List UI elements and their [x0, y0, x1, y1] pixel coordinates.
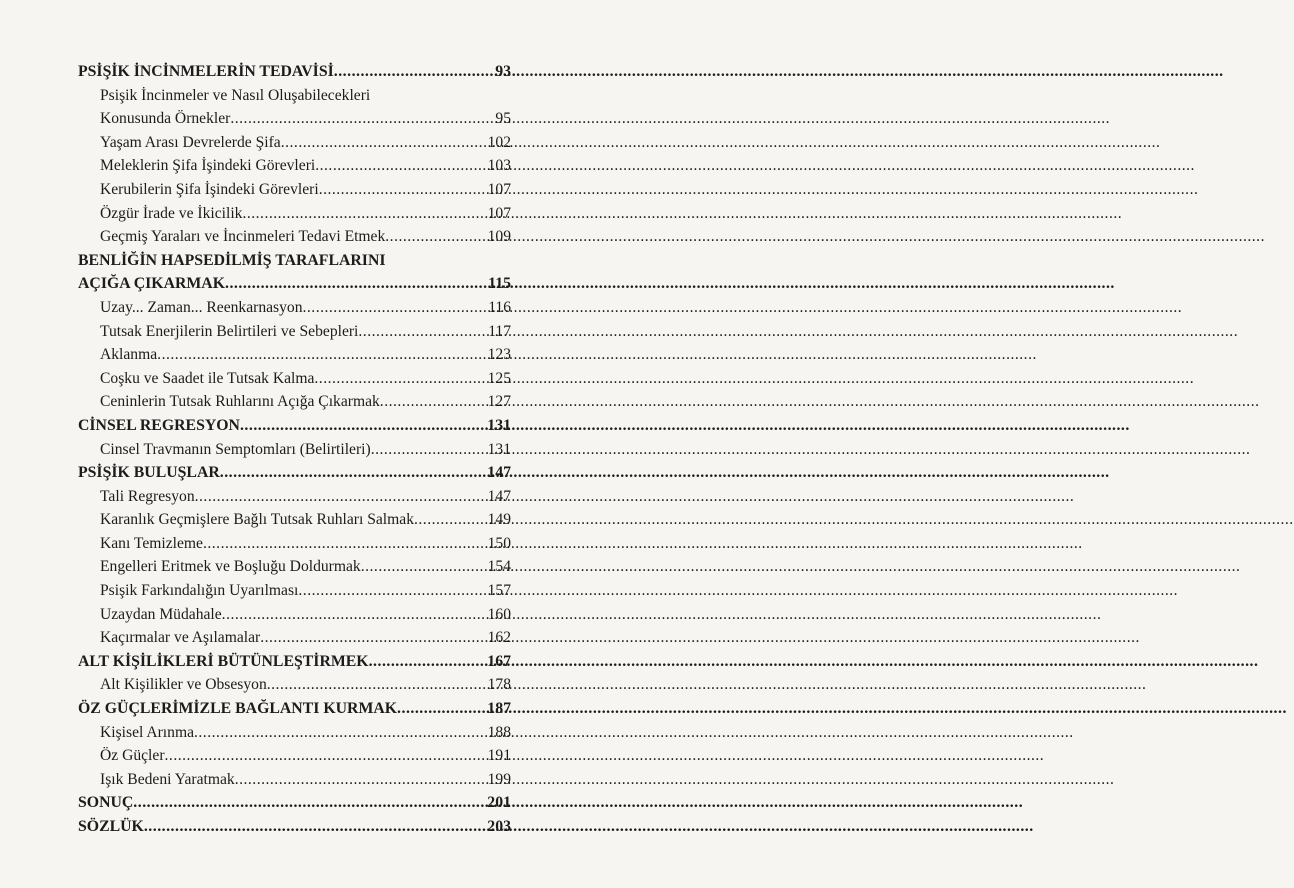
dot-leader: [195, 485, 488, 509]
toc-entry-title: Karanlık Geçmişlere Bağlı Tutsak Ruhları Salmak: [100, 511, 414, 529]
toc-chapter-entry: [78, 60, 511, 84]
toc-entry-title: Aklanma: [100, 346, 158, 364]
toc-entry-title: PSİŞİK BULUŞLAR: [78, 464, 220, 482]
toc-section-entry: [78, 626, 511, 650]
toc-entry-title: Coşku ve Saadet ile Tutsak Kalma: [100, 369, 315, 387]
toc-entry-title: Tutsak Enerjilerin Belirtileri ve Sebepleri: [100, 322, 359, 340]
toc-page-number: 160: [487, 605, 511, 623]
toc-page-number: 127: [487, 393, 511, 411]
dot-leader: [133, 791, 487, 815]
dot-leader: [361, 555, 488, 579]
toc-page-number: 95: [495, 110, 511, 128]
toc-entry-title: Kaçırmalar ve Aşılamalar: [100, 629, 261, 647]
toc-entry-title: Öz Güçler: [100, 747, 165, 765]
toc-page-number: 131: [487, 440, 511, 458]
dot-leader: [380, 390, 488, 414]
toc-chapter-entry: [78, 650, 511, 674]
toc-chapter-entry: [78, 791, 511, 815]
toc-page-number: 116: [488, 298, 511, 316]
dot-leader: [385, 225, 487, 249]
dot-leader: [235, 768, 488, 792]
toc-page-number: 107: [487, 204, 511, 222]
toc-chapter-entry: [78, 697, 511, 721]
toc-page-number: 107: [487, 180, 511, 198]
toc-entry-title: Kişisel Arınma: [100, 723, 194, 741]
toc-page-number: 115: [488, 275, 511, 293]
toc-page-number: 187: [487, 700, 511, 718]
toc-page-number: 117: [488, 322, 511, 340]
toc-page-number: 167: [487, 652, 511, 670]
toc-section-entry: [78, 320, 511, 344]
toc-entry-title: Meleklerin Şifa İşindeki Görevleri: [100, 157, 316, 175]
toc-section-entry: [78, 154, 511, 178]
toc-page-number: 162: [487, 629, 511, 647]
toc-entry-title: Kerubilerin Şifa İşindeki Görevleri: [100, 180, 319, 198]
dot-leader: [220, 461, 488, 485]
dot-leader: [414, 508, 488, 532]
dot-leader: [240, 414, 487, 438]
toc-page-number: 125: [487, 369, 511, 387]
toc-page-number: 154: [487, 558, 511, 576]
toc-section-entry: [78, 532, 511, 556]
toc-section-entry: [78, 508, 511, 532]
toc-entry-title: Geçmiş Yaraları ve İncinmeleri Tedavi Etmek: [100, 228, 386, 246]
toc-entry-title: Engelleri Eritmek ve Boşluğu Doldurmak: [100, 558, 361, 576]
toc-section-entry: [78, 343, 511, 367]
toc-chapter-entry: [78, 461, 511, 485]
toc-section-entry: [78, 744, 511, 768]
dot-leader: [298, 579, 487, 603]
dot-leader: [225, 272, 488, 296]
toc-chapter-entry: [78, 414, 511, 438]
toc-entry-title: Tali Regresyon: [100, 487, 195, 505]
toc-section-entry: [78, 367, 511, 391]
toc-page-number: 201: [487, 794, 511, 812]
toc-chapter-entry: [78, 815, 511, 839]
toc-entry-title: Yaşam Arası Devrelerde Şifa: [100, 133, 281, 151]
dot-leader: [203, 532, 488, 556]
toc-page-number: 109: [487, 228, 511, 246]
dot-leader: [303, 296, 489, 320]
toc-entry-title: Konusunda Örnekler: [100, 110, 231, 128]
toc-chapter-entry: [78, 249, 511, 273]
toc-section-entry: [78, 579, 511, 603]
toc-entry-title: SONUÇ: [78, 794, 134, 812]
toc-entry-title: Cinsel Travmanın Semptomları (Belirtileri): [100, 440, 371, 458]
toc-page-number: 123: [487, 346, 511, 364]
toc-section-entry: [78, 178, 511, 202]
toc-page-number: 178: [487, 676, 511, 694]
toc-entry-title: Psişik Farkındalığın Uyarılması: [100, 582, 299, 600]
toc-section-entry: [78, 485, 511, 509]
toc-page-number: 149: [487, 511, 511, 529]
toc-entry-title: Özgür İrade ve İkicilik: [100, 204, 243, 222]
toc-page-number: 199: [487, 770, 511, 788]
dot-leader: [260, 626, 487, 650]
toc-entry-title: Alt Kişilikler ve Obsesyon: [100, 676, 267, 694]
dot-leader: [334, 60, 495, 84]
table-of-contents: [78, 60, 511, 839]
toc-page-number: 150: [487, 534, 511, 552]
dot-leader: [222, 603, 488, 627]
toc-page-number: 93: [495, 63, 511, 80]
toc-section-entry: [78, 555, 511, 579]
toc-section-entry: [78, 603, 511, 627]
toc-section-entry: [78, 225, 511, 249]
toc-section-entry: [78, 131, 511, 155]
toc-entry-title: CİNSEL REGRESYON: [78, 416, 240, 434]
toc-entry-title: Uzay... Zaman... Reenkarnasyon: [100, 298, 303, 316]
toc-entry-title: Kanı Temizleme: [100, 534, 203, 552]
dot-leader: [281, 131, 488, 155]
dot-leader: [397, 697, 487, 721]
dot-leader: [369, 650, 488, 674]
toc-page-number: 157: [487, 582, 511, 600]
toc-entry-title: SÖZLÜK: [78, 818, 144, 835]
dot-leader: [319, 178, 488, 202]
toc-entry-title: BENLİĞİN HAPSEDİLMİŞ TARAFLARINI: [78, 251, 386, 269]
dot-leader: [371, 438, 488, 462]
toc-entry-title: ALT KİŞİLİKLERİ BÜTÜNLEŞTİRMEK: [78, 652, 369, 670]
toc-section-entry: [78, 202, 511, 226]
toc-entry-title: AÇIĞA ÇIKARMAK: [78, 275, 226, 293]
toc-page-number: 131: [487, 416, 511, 434]
toc-section-entry: [78, 84, 511, 108]
toc-page-number: 188: [487, 723, 511, 741]
dot-leader: [242, 202, 487, 226]
toc-page-number: 203: [487, 818, 511, 835]
toc-section-entry: [78, 107, 511, 131]
dot-leader: [230, 107, 495, 131]
toc-page-number: 103: [487, 157, 511, 175]
toc-entry-title: Işık Bedeni Yaratmak: [100, 770, 235, 788]
toc-page-number: 191: [487, 747, 511, 765]
toc-chapter-entry: [78, 272, 511, 296]
toc-page-number: 102: [487, 133, 511, 151]
toc-section-entry: [78, 390, 511, 414]
dot-leader: [165, 744, 488, 768]
dot-leader: [315, 154, 487, 178]
dot-leader: [157, 343, 487, 367]
toc-page-number: 147: [487, 487, 511, 505]
dot-leader: [358, 320, 488, 344]
toc-section-entry: [78, 768, 511, 792]
dot-leader: [194, 721, 488, 745]
dot-leader: [267, 673, 488, 697]
dot-leader: [314, 367, 487, 391]
dot-leader: [144, 815, 487, 839]
toc-entry-title: Ceninlerin Tutsak Ruhlarını Açığa Çıkarmak: [100, 393, 380, 411]
toc-section-entry: [78, 721, 511, 745]
toc-entry-title: Psişik İncinmeler ve Nasıl Oluşabilecekleri: [100, 86, 371, 104]
toc-entry-title: Uzaydan Müdahale: [100, 605, 222, 623]
toc-section-entry: [78, 296, 511, 320]
toc-entry-title: ÖZ GÜÇLERİMİZLE BAĞLANTI KURMAK: [78, 700, 398, 718]
toc-section-entry: [78, 673, 511, 697]
toc-page-number: 147: [487, 464, 511, 482]
toc-entry-title: PSİŞİK İNCİNMELERİN TEDAVİSİ: [78, 63, 334, 80]
toc-section-entry: [78, 438, 511, 462]
